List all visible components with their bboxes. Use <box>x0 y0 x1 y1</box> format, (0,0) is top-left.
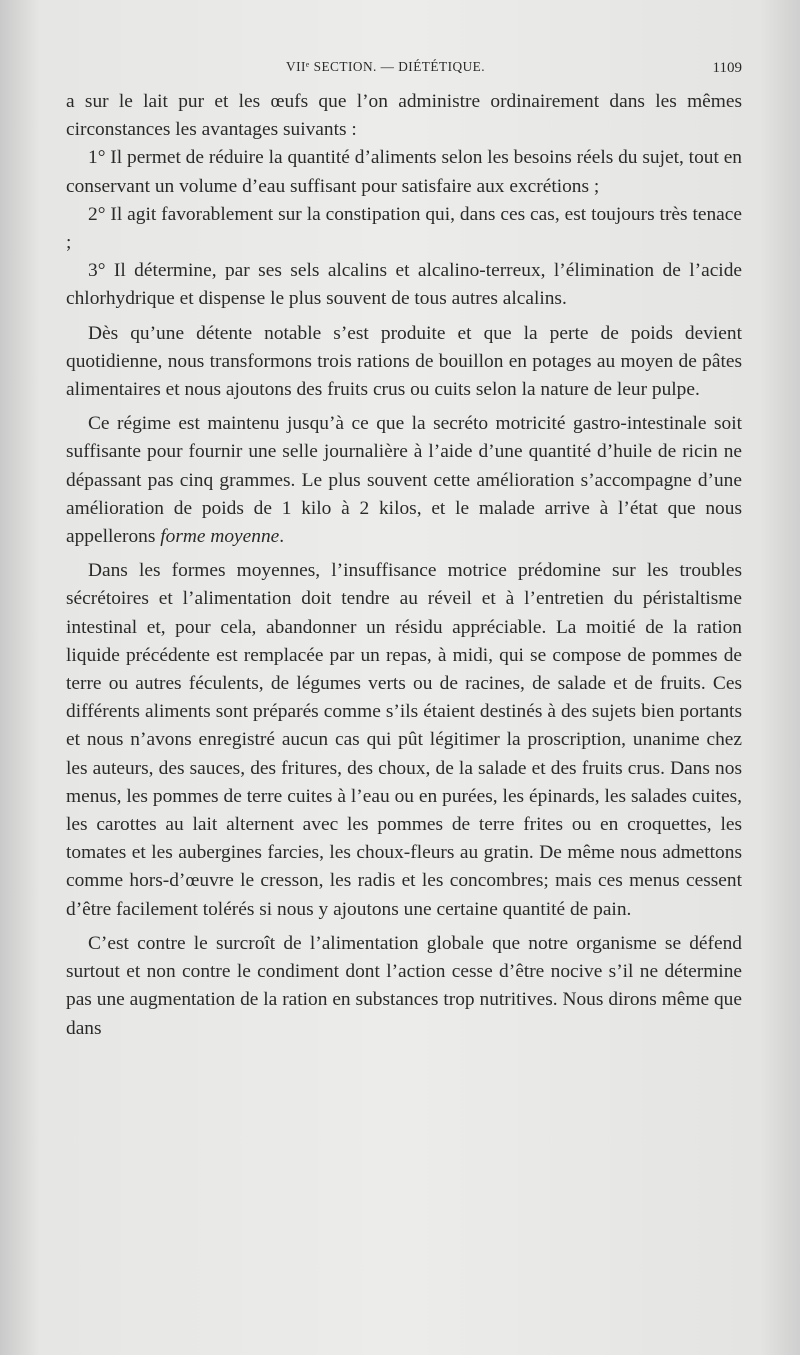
paragraph-surcroit: C’est contre le surcroît de l’alimentation globale que notre organisme se défend surtout et non contre le condiment dont l’action cesse d’être nocive s’il ne détermine pas une augmentation de la ration en substances trop nutritives. Nous dirons même que dans <box>66 932 742 1039</box>
paragraph-item-3: 3° Il détermine, par ses sels alcalins et alcalino-terreux, l’élimination de l’acide chlorhydrique et dispense le plus souvent de tous autres alcalins. <box>66 260 742 310</box>
paragraph-item-1: 1° Il permet de réduire la quantité d’aliments selon les besoins réels du sujet, tout en conservant un volume d’eau suffisant pour satisfaire aux excrétions ; <box>66 147 742 197</box>
body-text <box>66 88 742 1043</box>
paragraph-item-2: 2° Il agit favorablement sur la constipation qui, dans ces cas, est toujours très tenace ; <box>66 203 742 254</box>
paragraph-regime-end: . <box>279 526 285 548</box>
page-number: 1109 <box>712 60 742 76</box>
paragraph-continued: a sur le lait pur et les œufs que l’on administre ordinairement dans les mêmes circonstances les avantages suivants : <box>66 91 742 141</box>
paragraph-detente: Dès qu’une détente notable s’est produite et que la perte de poids devient quotidienne, nous transformons trois rations de bouillon en potages au moyen de pâtes alimentaires et nous ajoutons des fruits crus ou cuits selon la nature de leur pulpe. <box>66 322 742 401</box>
page-header <box>66 60 742 86</box>
italic-term: forme moyenne <box>160 526 280 548</box>
paragraph-formes-moyennes: Dans les formes moyennes, l’insuffisance motrice prédomine sur les troubles sécrétoires et l’alimentation doit tendre au réveil et à l’entretien du péristaltisme intestinal et, pour cela, abandonner un résidu appréciable. La moitié de la ration liquide précédente est remplacée par un repas, à midi, qui se compose de pommes de terre ou autres féculents, de légumes verts ou de racines, de salade et de fruits. Ces différents aliments sont préparés comme s’ils étaient destinés à des sujets bien portants et nous n’avons enregistré aucun cas qui pût légitimer la proscription, unanime chez les auteurs, des sauces, des fritures, des choux, de la salade et des fruits crus. Dans nos menus, les pommes de terre cuites à l’eau ou en purées, les épinards, les salades cuites, les carottes au lait alternent avec les pommes de terre frites ou en croquettes, les tomates et les aubergines farcies, les choux-fleurs au gratin. De même nous admettons comme hors-d’œuvre le cresson, les radis et les concombres; mais ces menus cessent d’être facilement tolérés si nous y ajoutons une certaine quantité de pain. <box>66 560 742 920</box>
paragraph-regime <box>66 410 742 551</box>
running-head: VIIᵉ SECTION. — DIÉTÉTIQUE. <box>286 60 486 75</box>
paragraph-regime-text: Ce régime est maintenu jusqu’à ce que la secréto motricité gastro-intestinale soit suffisante pour fournir une selle journalière à l’aide d’une quantité d’huile de ricin ne dépassant pas cinq grammes. Le plus souvent cette amélioration s’accompagne d’une amélioration de poids de 1 kilo à 2 kilos, et le malade arrive à l’état que nous appellerons <box>66 413 742 548</box>
